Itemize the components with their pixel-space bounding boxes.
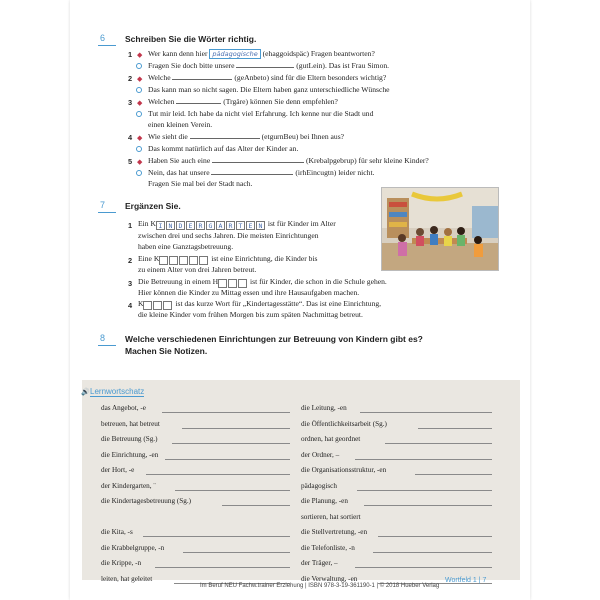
vocab-entry: die Kita, -s [101,528,133,536]
speaker-a-diamond-icon: ◆ [137,158,143,166]
translation-line[interactable] [175,490,290,491]
item-number: 5 [128,157,133,166]
translation-line[interactable] [385,443,492,444]
translation-line[interactable] [355,567,492,568]
vocab-entry: die Öffentlichkeitsarbeit (Sg.) [301,419,387,428]
vocab-entry: ordnen, hat geordnet [301,435,361,443]
translation-line[interactable] [165,459,290,460]
translation-line[interactable] [222,505,290,506]
speaker-b-circle-icon [136,111,142,117]
speaker-b-circle-icon [136,63,142,69]
speaker-a-diamond-icon: ◆ [137,99,143,107]
fill-line: Eine K ist eine Einrichtung, die Kinder bis [138,254,318,263]
vocab-entry: die Stellvertretung, -en [301,528,368,536]
vocab-entry: die Krabbelgruppe, -n [101,543,165,552]
exercise-number: 7 [100,200,106,210]
answer-line: Nein, das hat unsere (irhEincugtn) leider nicht. [148,168,375,177]
translation-line[interactable] [155,567,290,568]
translation-line[interactable] [364,505,492,506]
translation-line[interactable] [360,412,492,413]
vocab-entry: die Einrichtung, -en [101,450,159,459]
question-line: Haben Sie auch eine (Krebalpgebrup) für sehr kleine Kinder? [148,156,429,165]
answer-line: Das kommt natürlich auf das Alter der Kinder an. [148,144,299,153]
answer-blank[interactable] [190,131,260,139]
exercise-number: 8 [100,333,106,343]
answer-blank[interactable] [176,96,221,104]
vocab-entry: die Kindertagesbetreuung (Sg.) [101,497,192,505]
vocab-entry: leiten, hat geleitet [101,574,153,583]
page-number: Wortfeld 1 | 7 [445,577,487,584]
kindergarten-classroom-photo [381,187,499,271]
vocab-entry: der Träger, – [301,559,338,567]
vocab-entry: der Hort, -e [101,466,135,474]
translation-line[interactable] [415,474,492,475]
item-number: 1 [128,50,133,59]
exercise-title: Schreiben Sie die Wörter richtig. [125,34,257,44]
translation-line[interactable] [182,428,290,429]
vocabulary-title: Lernwortschatz [90,387,145,396]
exercise-title-line2: Machen Sie Notizen. [125,346,208,356]
exercise-title: Welche verschiedenen Einrichtungen zur Betreuung von Kindern gibt es? [125,334,423,344]
translation-line[interactable] [162,412,290,413]
vocab-entry: die Organisationsstruktur, -en [301,466,387,474]
speaker-b-circle-icon [136,170,142,176]
translation-line[interactable] [172,443,290,444]
speaker-b-circle-icon [136,87,142,93]
vocab-entry: pädagogisch [301,481,337,490]
question-line: Welche (geAnbeto) sind für die Eltern besonders wichtig? [148,73,387,82]
exercise-number: 6 [100,33,106,43]
item-number: 3 [128,98,133,107]
speaker-a-diamond-icon: ◆ [137,134,143,142]
footer-imprint: Im Beruf NEU Fachw.trainer Erziehung | ISBN 978-3-19-361190-1 | © 2018 Hueber Verlag [200,583,440,589]
speaker-a-diamond-icon: ◆ [137,51,143,59]
vocab-entry: die Telefonliste, -n [301,543,355,552]
translation-line[interactable] [418,428,492,429]
handwritten-answer: pädagogische [209,49,260,59]
answer-line: Fragen Sie doch bitte unsere (gutLein). Das ist Frau Simon. [148,61,390,70]
item-number: 1 [128,221,133,230]
letter-boxes-filled[interactable]: I N D E R G A R T E N [156,219,266,230]
text-line: zu einem Alter von drei Jahren betreut. [138,265,257,274]
exercise-title: Ergänzen Sie. [125,201,181,211]
translation-line[interactable] [355,459,492,460]
translation-line[interactable] [357,490,492,491]
answer-line: Das kann man so nicht sagen. Die Eltern haben ganz unterschiedliche Wünsche [148,85,390,94]
vocab-entry: die Betreuung (Sg.) [101,435,158,443]
answer-blank[interactable] [212,155,304,163]
fill-line: Ein K I N D E R G A R T E N ist für Kinder im Alter [138,219,336,230]
vocab-entry: sortieren, hat sortiert [301,512,361,521]
answer-line: Fragen Sie mal bei der Stadt nach. [148,179,253,188]
item-number: 4 [128,133,133,142]
audio-speaker-icon[interactable]: 🔊 [81,388,90,396]
item-number: 2 [128,256,133,265]
vocab-entry: die Krippe, -n [101,559,142,567]
vocab-entry: das Angebot, -e [101,404,146,412]
item-number: 4 [128,301,133,310]
answer-blank[interactable] [236,60,294,68]
answer-line: einen kleinen Verein. [148,120,213,129]
text-line: Hier können die Kinder zu Mittag essen und ihre Hausaufgaben machen. [138,288,360,297]
text-line: zwischen drei und sechs Jahren. Die meisten Einrichtungen [138,231,319,240]
translation-line[interactable] [183,552,290,553]
translation-line[interactable] [378,536,492,537]
vocab-entry: die Planung, -en [301,497,348,505]
text-line: haben eine Ganztagsbetreuung. [138,242,234,251]
question-line: Wie sieht die (etgurnBeu) bei Ihnen aus? [148,132,345,141]
vocab-entry: die Verwaltung, -en [301,574,358,583]
translation-line[interactable] [143,536,290,537]
fill-line: K ist das kurze Wort für „Kindertagesstätte“. Das ist eine Einrichtung, [138,299,382,308]
answer-blank[interactable] [172,72,232,80]
answer-line: Tut mir leid. Ich habe da nicht viel Erfahrung. Ich kenne nur die Stadt und [148,109,374,118]
vocab-entry: die Leitung, -en [301,404,347,412]
question-line: Wer kann denn hier pädagogische (ehaggoidspäc) Fragen beantworten? [148,49,375,58]
answer-blank[interactable] [211,167,293,175]
speaker-a-diamond-icon: ◆ [137,75,143,83]
speaker-b-circle-icon [136,146,142,152]
item-number: 2 [128,74,133,83]
vocab-entry: betreuen, hat betreut [101,419,160,428]
text-line: die kleine Kinder vom frühen Morgen bis zum späten Nachmittag betreut. [138,310,363,319]
fill-line: Die Betreuung in einem H ist für Kinder, die schon in die Schule gehen. [138,277,387,286]
question-line: Welchen (Trgäre) können Sie denn empfehlen? [148,97,338,106]
translation-line[interactable] [146,474,290,475]
item-number: 3 [128,279,133,288]
vocab-entry: der Ordner, – [301,450,340,459]
vocab-entry: der Kindergarten, ¨ [101,481,156,490]
translation-line[interactable] [373,552,492,553]
